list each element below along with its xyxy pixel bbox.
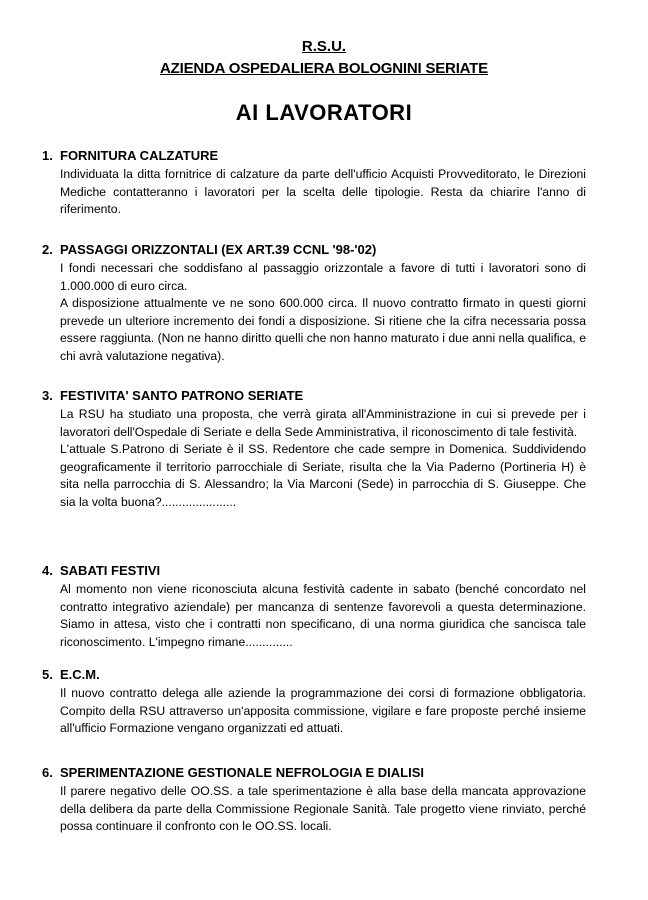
section-2-body [60,260,586,365]
section-5-heading [42,667,100,682]
paragraph: A disposizione attualmente ve ne sono 600.000 circa. Il nuovo contratto firmato in questi giorni prevede un ulteriore incremento dei fondi a disposizione. Si ritiene che la cifra necessaria possa essere raggiunta. (Non ne hanno diritto quelli che non hanno maturato i due anni nella qualifica, e chi avrà valutazione negativa). [60,296,586,363]
organization-header: AZIENDA OSPEDALIERA BOLOGNINI SERIATE [160,60,488,77]
section-title: SPERIMENTAZIONE GESTIONALE NEFROLOGIA E DIALISI [60,765,425,780]
paragraph: L'attuale S.Patrono di Seriate è il SS. Redentore che cade sempre in Domenica. Suddividendo geograficamente il territorio parrocchiale di Seriate, risulta che la Via Paderno (Portineria H) è sita nella parrocchia di S. Alessandro; la Via Marconi (Sede) in parrocchia di S. Giuseppe. Che sia la volta buona?...................... [60,442,586,509]
section-1-body [60,166,586,219]
section-5-body [60,685,586,738]
document-title: AI LAVORATORI [235,100,413,125]
section-title: FORNITURA CALZATURE [60,148,219,163]
section-title: SABATI FESTIVI [60,563,161,578]
paragraph: Il parere negativo delle OO.SS. a tale sperimentazione è alla base della mancata approvazione della delibera da parte della Commissione Regionale Sanità. Tale progetto viene rinviato, perché possa continuare il confronto con le OO.SS. locali. [60,784,586,833]
section-number: 2. [42,242,53,257]
section-title: PASSAGGI ORIZZONTALI (EX ART.39 CCNL '98-'02) [60,242,377,257]
section-2-heading [42,242,376,257]
section-3-heading [42,388,303,403]
section-6-body [60,783,586,836]
section-number: 6. [42,765,53,780]
section-number: 3. [42,388,53,403]
paragraph: La RSU ha studiato una proposta, che verrà girata all'Amministrazione in cui si prevede per i lavoratori dell'Ospedale di Seriate e della Sede Amministrativa, il riconoscimento di tale festività. [60,407,586,439]
section-number: 1. [42,148,53,163]
section-title: E.C.M. [60,667,100,682]
section-4-body [60,581,586,651]
paragraph: I fondi necessari che soddisfano al passaggio orizzontale a favore di tutti i lavoratori sono di 1.000.000 di euro circa. [60,261,586,293]
section-1-heading [42,148,218,163]
section-4-heading [42,563,160,578]
section-3-body [60,406,586,511]
paragraph: Al momento non viene riconosciuta alcuna festività cadente in sabato (benché concordato nel contratto integrativo aziendale) per mancanza di sentenze favorevoli a questa determinazione. Siamo in attesa, visto che i contratti non specificano, di una norma giuridica che sancisca tale riconoscimento. L'impegno rimane.............. [60,582,586,649]
section-6-heading [42,765,424,780]
section-title: FESTIVITA' SANTO PATRONO SERIATE [60,388,304,403]
section-number: 4. [42,563,53,578]
paragraph: Il nuovo contratto delega alle aziende la programmazione dei corsi di formazione obbligatoria. Compito della RSU attraverso un'apposita commissione, vigilare e fare proposte perché insieme all'ufficio Formazione vengano organizzati ed attuati. [60,686,586,735]
paragraph: Individuata la ditta fornitrice di calzature da parte dell'ufficio Acquisti Provveditorato, le Direzioni Mediche contatteranno i lavoratori per la scelta delle tipologie. Resta da chiarire l'anno di riferimento. [60,167,586,216]
rsu-header: R.S.U. [301,38,347,55]
section-number: 5. [42,667,53,682]
